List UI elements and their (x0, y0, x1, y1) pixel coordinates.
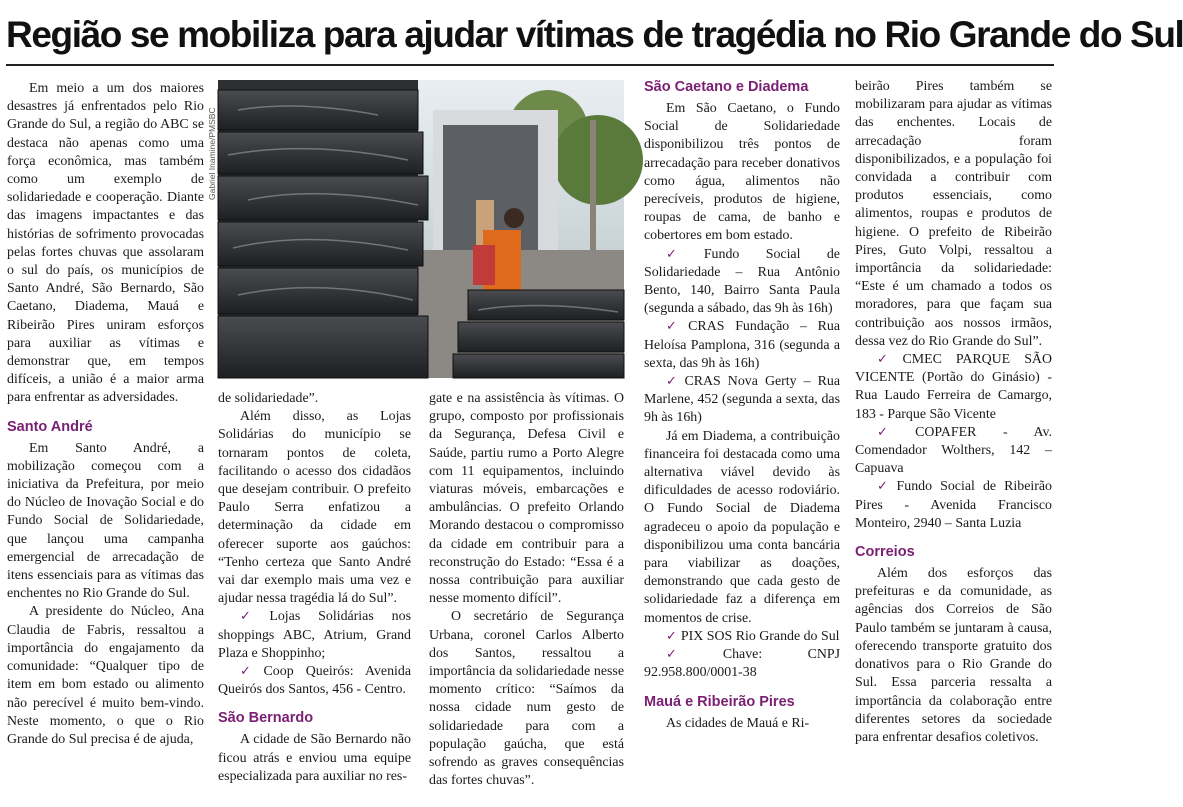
section-heading-correios: Correios (855, 544, 915, 561)
paragraph: Em São Caetano, o Fundo Social de Solidariedade disponibilizou três pontos de arrecadação para receber donativos como água, alimentos não perecíveis, produtos de higiene, roupas de cama, de banho e cobertores em bom estado. (644, 101, 840, 244)
paragraph: A cidade de São Bernardo não ficou atrás e enviou uma equipe especializada para auxiliar no res- (218, 732, 411, 784)
list-item: ✓ CRAS Nova Gerty – Rua Marlene, 452 (segunda a sexta, das 9h às 16h) (644, 374, 840, 426)
column-1 (7, 80, 204, 749)
check-icon: ✓ (240, 609, 266, 625)
list-item: ✓ Fundo Social de Ribeirão Pires - Avenida Francisco Monteiro, 2940 – Santa Luzia (855, 479, 1052, 531)
check-icon: ✓ (877, 352, 899, 368)
paragraph: beirão Pires também se mobilizaram para ajudar as vítimas das enchentes. Locais de arrecadação foram disponibilizados, e a população foi convidada a contribuir com produtos essenciais, como alimentos, roupas e produtos de higiene. O prefeito de Ribeirão Pires, Guto Volpi, ressaltou a importância da solidariedade: “Este é um chamado a todos os moradores, para que façam sua contribuição aos nossos irmãos, dessa vez do Rio Grande do Sul”. (855, 79, 1052, 349)
column-4 (644, 78, 840, 733)
paragraph: de solidariedade”. (218, 391, 319, 406)
check-icon: ✓ (877, 479, 893, 495)
list-item: ✓ Chave: CNPJ 92.958.800/0001-38 (644, 647, 840, 681)
section-heading-sao-caetano: São Caetano e Diadema (644, 79, 809, 95)
photo-illustration (218, 80, 624, 378)
section-heading-sao-bernardo: São Bernardo (218, 710, 314, 727)
paragraph: Já em Diadema, a contribuição financeira foi destacada como uma alternativa viável devido às dificuldades de acesso rodoviário. O Fundo Social de Diadema agradeceu o apoio da população e disponibilizou uma conta bancária para viabilizar as doações, demonstrando que cada gesto de solidariedade faz a diferença em momentos de crise. (644, 428, 840, 626)
check-icon: ✓ (666, 319, 685, 335)
paragraph: Além dos esforços das prefeituras e da comunidade, as agências dos Correios de São Paulo também se juntaram à causa, oferecendo transporte gratuito dos donativos para o Rio Grande do Sul. Essa parceria ressalta a importância da colaboração entre diferentes setores da sociedade para enfrentar desafios coletivos. (855, 566, 1052, 745)
check-icon: ✓ (240, 664, 260, 680)
list-item: ✓ Fundo Social de Solidariedade – Rua Antônio Bento, 140, Bairro Santa Paula (segunda a sábado, das 9h às 16h) (644, 246, 840, 317)
paragraph: Além disso, as Lojas Solidárias do município se tornaram pontos de coleta, facilitando o acesso dos cidadãos que desejam contribuir. O prefeito Paulo Serra enfatizou a determinação da cidade em oferecer suporte aos gaúchos: “Tenho certeza que Santo André vai dar exemplo mais uma vez e ajudar nessa tragédia lá do Sul”. (218, 409, 411, 607)
paragraph: As cidades de Mauá e Ri- (666, 715, 810, 731)
list-item: ✓ Coop Queirós: Avenida Queirós dos Santos, 456 - Centro. (218, 664, 411, 698)
headline-rule (6, 64, 1054, 66)
section-heading-maua: Mauá e Ribeirão Pires (644, 693, 795, 710)
headline: Região se mobiliza para ajudar vítimas de tragédia no Rio Grande do Sul (6, 14, 1183, 55)
list-item: ✓ CMEC PARQUE SÃO VICENTE (Portão do Ginásio) - Rua Laudo Ferreira de Camargo, 183 - Parque São Vicente (855, 352, 1052, 422)
check-icon: ✓ (666, 246, 700, 262)
check-icon: ✓ (877, 424, 912, 440)
column-3 (429, 390, 624, 790)
list-item: ✓ PIX SOS Rio Grande do Sul (666, 628, 840, 644)
check-icon: ✓ (666, 647, 719, 663)
paragraph: A presidente do Núcleo, Ana Claudia de Fabris, ressaltou a importância do engajamento da comunidade: “Qualquer tipo de item em bom estado ou alimento não perecível é muito bem-vindo. Neste momento, o que o Rio Grande do Sul precisa é de ajuda, (7, 604, 204, 747)
column-5 (855, 78, 1052, 747)
paragraph: Em Santo André, a mobilização começou com a iniciativa da Prefeitura, por meio do Núcleo de Inovação Social e do Fundo Social de Solidariedade, que lançou uma campanha emergencial de arrecadação de itens essenciais para as vítimas das enchentes no Rio Grande do Sul. (7, 440, 204, 602)
check-icon: ✓ (666, 374, 681, 390)
article-photo (218, 80, 624, 378)
check-icon: ✓ (666, 628, 677, 644)
section-heading-santo-andre: Santo André (7, 418, 93, 435)
column-2 (218, 390, 411, 786)
paragraph: O secretário de Segurança Urbana, coronel Carlos Alberto dos Santos, ressaltou a importância da solidariedade nesse momento crítico: “Saímos da nossa cidade num gesto de solidariedade para com a população gaúcha, que está sofrendo as graves consequências das fortes chuvas”. (429, 609, 624, 789)
list-item: ✓ Lojas Solidárias nos shoppings ABC, Atrium, Grand Plaza e Shoppinho; (218, 609, 411, 661)
list-item: ✓ COPAFER - Av. Comendador Wolthers, 142 – Capuava (855, 424, 1052, 477)
list-item: ✓ CRAS Fundação – Rua Heloísa Pamplona, 316 (segunda a sexta, das 9h às 16h) (644, 319, 840, 371)
paragraph: gate e na assistência às vítimas. O grupo, composto por profissionais da Segurança, Defesa Civil e Saúde, partiu rumo a Porto Alegre com 11 equipamentos, incluindo viaturas móveis, embarcações e ambulâncias. O prefeito Orlando Morando destacou o compromisso da cidade em contribuir para a reconstrução do Estado: “Essa é a nossa contribuição para auxiliar nesse momento difícil”. (429, 391, 624, 607)
intro-paragraph: Em meio a um dos maiores desastres já enfrentados pelo Rio Grande do Sul, a região do ABC se destaca não apenas como uma força econômica, mas também como um exemplo de solidariedade e cooperação. Diante das imagens impactantes e das histórias de sofrimento provocadas pelas fortes chuvas que assolaram o sul do país, os municípios de Santo André, São Bernardo, São Caetano, Diadema, Mauá e Ribeirão Pires uniram esforços para auxiliar as vítimas e demonstrar que, em tempos difíceis, a união é a maior arma para enfrentar as adversidades. (7, 81, 204, 406)
photo-credit: Gabriel Inamine/PMSBC (207, 107, 217, 200)
